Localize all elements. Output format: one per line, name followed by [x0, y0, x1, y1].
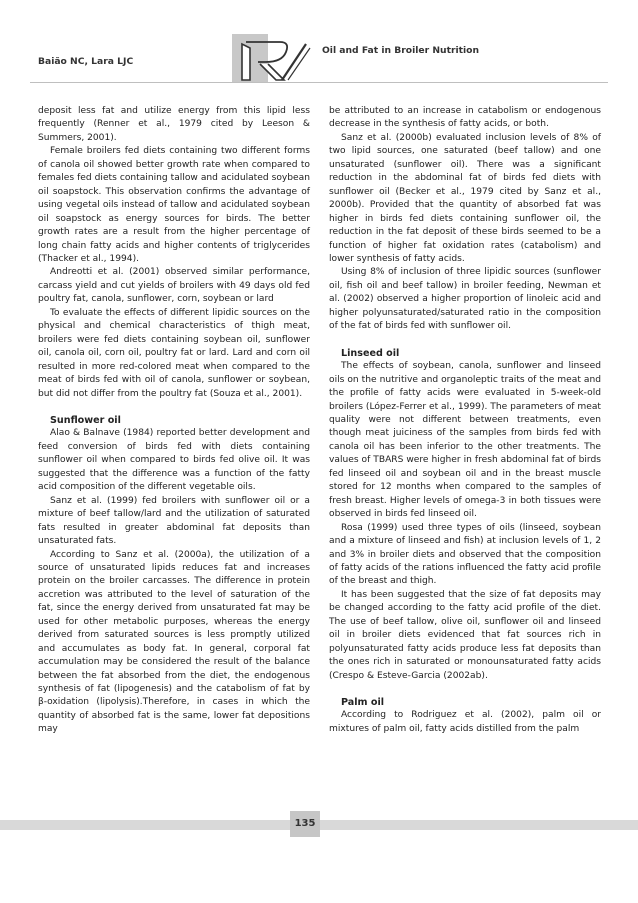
paragraph: Andreotti et al. (2001) observed similar performance, carcass yield and cut yields of broilers with 49 days old fed poultry fat, canola, sunflower, corn, soybean or lard	[38, 267, 310, 305]
paragraph: It has been suggested that the size of fat deposits may be changed according to the fatty acid profile of the diet. The use of beef tallow, olive oil, sunflower oil and linseed oil in broiler diets evidenced that fat sources rich in polyunsaturated fatty acids produce less fat deposits than the ones rich in saturated or monounsaturated fatty acids (Crespo & Esteve-Garcia (2002ab).	[329, 589, 601, 681]
section-heading-palm-oil: Palm oil	[341, 697, 385, 709]
section-heading-linseed-oil: Linseed oil	[341, 347, 400, 359]
paragraph: The effects of soybean, canola, sunflower and linseed oils on the nutritive and organoleptic traits of the meat and the profile of fatty acids were evaluated in 5-week-old broilers (López-Ferrer et al., 1999). The parameters of meat quality were not different between treatments, even though meat juiciness of the samples from birds fed with canola oil has been inferior to the other treatments. The values of TBARS were higher in fresh abdominal fat of birds fed linseed oil and soybean oil and in the breast muscle stored for 12 months when compared to the samples of fresh breast. Higher levels of omega-3 in both tissues were observed in birds fed linseed oil.	[329, 361, 601, 520]
paragraph: Rosa (1999) used three types of oils (linseed, soybean and a mixture of linseed and fish) at inclusion levels of 1, 2 and 3% in broiler diets and observed that the composition of fatty acids of the rations influenced the fatty acid profile of the breast and thigh.	[329, 522, 601, 587]
paragraph: deposit less fat and utilize energy from this lipid less frequently (Renner et al., 1979 cited by Leeson & Summers, 2001).	[38, 106, 310, 143]
paragraph: Sanz et al. (2000b) evaluated inclusion levels of 8% of two lipid sources, one saturated (beef tallow) and one unsaturated (sunflower oil). There was a significant reduction in the abdominal fat of birds fed diets with sunflower oil (Becker et al., 1979 cited by Sanz et al., 2000b). Provided that the quantity of absorbed fat was higher in birds fed diets containing sunflower oil, the reduction in the fat deposit of these birds seemed to be a function of higher fat oxidation rates (catabolism) and lower synthesis of fatty acids.	[329, 132, 601, 264]
paragraph: To evaluate the effects of different lipidic sources on the physical and chemical characteristics of thigh meat, broilers were fed diets containing soybean oil, sunflower oil, canola oil, corn oil, poultry fat or lard. Lard and corn oil resulted in more red-colored meat when compared to the meat of birds fed with oil of canola, sunflower or soybean, but did not differ from the poultry fat (Souza et al., 2001).	[38, 307, 310, 399]
header-divider	[30, 82, 608, 83]
journal-logo-icon	[236, 36, 316, 84]
paragraph: be attributed to an increase in catabolism or endogenous decrease in the synthesis of fatty acids, or both.	[329, 106, 601, 130]
header-title: Oil and Fat in Broiler Nutrition	[322, 45, 480, 56]
paragraph: Female broilers fed diets containing two different forms of canola oil showed better growth rate when compared to females fed diets containing tallow and acidulated soybean oil soapstock. This observation confirms the advantage of using vegetal oils instead of tallow and acidulated soybean oil soapstock as energy sources for birds. The better growth rates are a result from the higher percentage of long chain fatty acids and higher contents of triglycerides (Thacker et al., 1994).	[38, 146, 310, 264]
paragraph: Using 8% of inclusion of three lipidic sources (sunflower oil, fish oil and beef tallow) in broiler feeding, Newman et al. (2002) observed a higher proportion of linoleic acid and higher polyunsaturated/saturated ratio in the composition of the fat of birds fed with sunflower oil.	[329, 267, 601, 332]
paragraph: According to Sanz et al. (2000a), the utilization of a source of unsaturated lipids reduces fat and increases protein on the broiler carcasses. The difference in protein accretion was attributed to the level of saturation of the fat, since the energy derived from unsaturated fat may be used for other metabolic purposes, whereas the energy derived from saturated sources is less promptly utilized and accumulates as body fat. In general, corporal fat accumulation may be considered the result of the balance between the fat absorbed from the diet, the endogenous synthesis of fat (lipogenesis) and the catabolism of fat by β-oxidation (lipolysis).Therefore, in cases in which the quantity of absorbed fat is the same, lower fat depositions may	[38, 549, 310, 735]
left-column	[38, 105, 310, 737]
paragraph: According to Rodriguez et al. (2002), palm oil or mixtures of palm oil, fatty acids distilled from the palm	[329, 710, 601, 734]
paragraph: Sanz et al. (1999) fed broilers with sunflower oil or a mixture of beef tallow/lard and the utilization of saturated fats resulted in greater abdominal fat deposits than unsaturated fats.	[38, 495, 310, 547]
section-heading-sunflower-oil: Sunflower oil	[50, 414, 121, 426]
page-number: 135	[290, 811, 320, 837]
header-authors: Baião NC, Lara LJC	[38, 56, 134, 67]
paragraph: Alao & Balnave (1984) reported better development and feed conversion of birds fed with diets containing sunflower oil when compared to birds fed olive oil. It was suggested that the difference was a function of the fatty acid composition of the different vegetable oils.	[38, 428, 310, 493]
right-column	[329, 105, 601, 736]
